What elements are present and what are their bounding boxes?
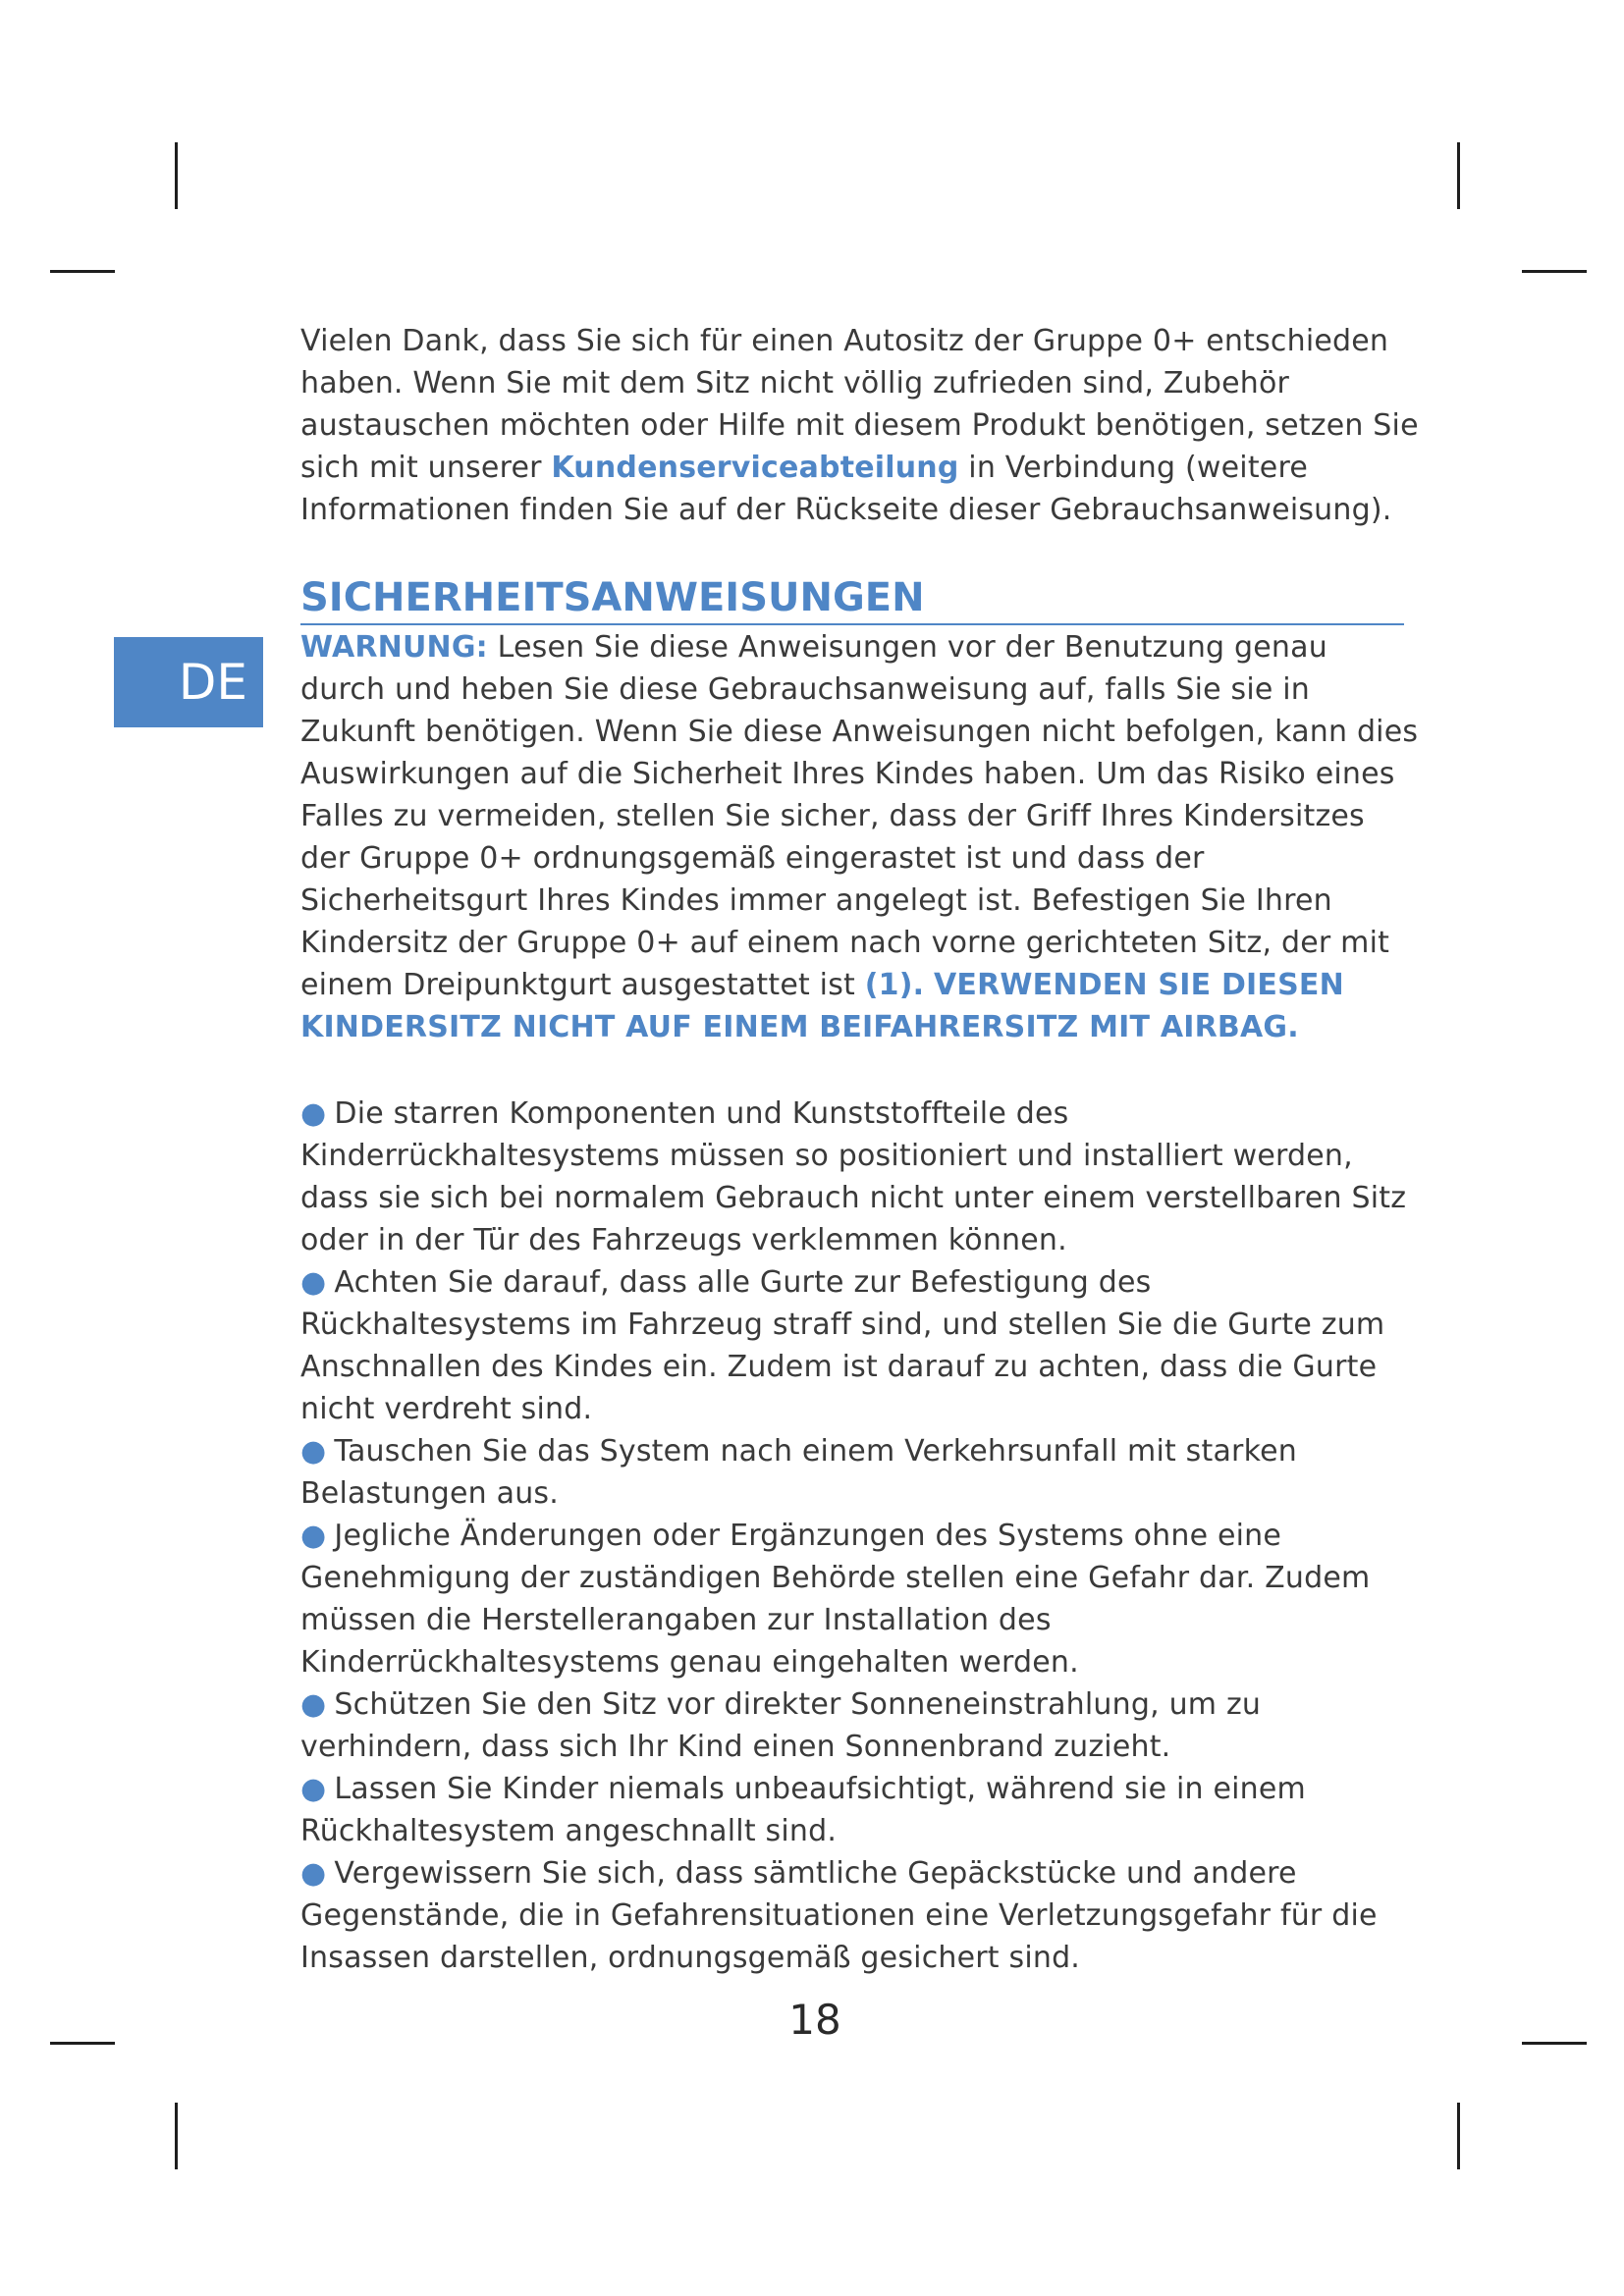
intro-text-after: in Verbindung (weitere Informationen finden Sie auf der Rückseite dieser Gebrauchsanweisung). xyxy=(300,451,1392,527)
list-item xyxy=(300,1430,1420,1515)
intro-text-before: Vielen Dank, dass Sie sich für einen Autositz der Gruppe 0+ entschieden haben. Wenn Sie mit dem Sitz nicht völlig zufrieden sind, Zubehör austauschen möchten oder Hilfe mit diesem Produkt benötigen, setzen Sie sich mit unserer xyxy=(300,324,1419,485)
crop-mark-bottom-left-horizontal xyxy=(50,2042,115,2045)
list-item xyxy=(300,1261,1420,1430)
page-number: 18 xyxy=(788,1996,841,2044)
crop-mark-bottom-left-vertical xyxy=(175,2103,178,2169)
crop-mark-bottom-right-vertical xyxy=(1457,2103,1460,2169)
bullet-dot-icon: ● xyxy=(300,1772,327,1806)
language-tab xyxy=(114,637,263,727)
list-item xyxy=(300,1683,1420,1768)
section-title: SICHERHEITSANWEISUNGEN xyxy=(300,574,1404,625)
list-item-text: Jegliche Änderungen oder Ergänzungen des Systems ohne eine Genehmigung der zuständigen Behörde stellen eine Gefahr dar. Zudem müssen die Herstellerangaben zur Installation des Kinderrückhaltesystems genau eingehalten werden. xyxy=(300,1519,1371,1680)
crop-mark-top-left-vertical xyxy=(175,142,178,209)
customer-service-link[interactable]: Kundenserviceabteilung xyxy=(551,451,959,485)
list-item-text: Achten Sie darauf, dass alle Gurte zur Befestigung des Rückhaltesystems im Fahrzeug straff sind, und stellen Sie die Gurte zum Anschnallen des Kindes ein. Zudem ist darauf zu achten, dass die Gurte nicht verdreht sind. xyxy=(300,1265,1385,1426)
safety-bullet-list xyxy=(300,1093,1420,1979)
warning-paragraph xyxy=(300,626,1420,1048)
list-item-text: Vergewissern Sie sich, dass sämtliche Gepäckstücke und andere Gegenstände, die in Gefahrensituationen eine Verletzungsgefahr für die Insassen darstellen, ordnungsgemäß gesichert sind. xyxy=(300,1856,1378,1975)
bullet-dot-icon: ● xyxy=(300,1687,327,1722)
crop-mark-top-right-horizontal xyxy=(1522,270,1587,273)
bullet-dot-icon: ● xyxy=(300,1519,327,1553)
language-tab-label: DE xyxy=(178,654,247,711)
intro-section xyxy=(300,320,1420,531)
figure-reference: (1). xyxy=(864,968,925,1002)
warning-section xyxy=(300,626,1420,1048)
list-item-text: Lassen Sie Kinder niemals unbeaufsichtigt, während sie in einem Rückhaltesystem angeschnallt sind. xyxy=(300,1772,1306,1848)
list-item xyxy=(300,1852,1420,1979)
crop-mark-top-right-vertical xyxy=(1457,142,1460,209)
list-item xyxy=(300,1093,1420,1261)
warning-label: WARNUNG: xyxy=(300,630,488,665)
list-item-text: Die starren Komponenten und Kunststoffteile des Kinderrückhaltesystems müssen so positioniert und installiert werden, dass sie sich bei normalem Gebrauch nicht unter einem verstellbaren Sitz oder in der Tür des Fahrzeugs verklemmen können. xyxy=(300,1096,1407,1257)
bullet-dot-icon: ● xyxy=(300,1096,327,1131)
crop-mark-bottom-right-horizontal xyxy=(1522,2042,1587,2045)
airbag-warning: VERWENDEN SIE DIESEN KINDERSITZ NICHT AUF EINEM BEIFAHRERSITZ MIT AIRBAG. xyxy=(300,968,1344,1044)
bullet-dot-icon: ● xyxy=(300,1265,327,1300)
list-item-text: Tauschen Sie das System nach einem Verkehrsunfall mit starken Belastungen aus. xyxy=(300,1434,1297,1511)
list-item-text: Schützen Sie den Sitz vor direkter Sonneneinstrahlung, um zu verhindern, dass sich Ihr Kind einen Sonnenbrand zuzieht. xyxy=(300,1687,1262,1764)
intro-paragraph xyxy=(300,320,1420,531)
bullet-dot-icon: ● xyxy=(300,1856,327,1891)
warning-text: Lesen Sie diese Anweisungen vor der Benutzung genau durch und heben Sie diese Gebrauchsanweisung auf, falls Sie sie in Zukunft benötigen. Wenn Sie diese Anweisungen nicht befolgen, kann dies Auswirkungen auf die Sicherheit Ihres Kindes haben. Um das Risiko eines Falles zu vermeiden, stellen Sie sicher, dass der Griff Ihres Kindersitzes der Gruppe 0+ ordnungsgemäß eingerastet ist und dass der Sicherheitsgurt Ihres Kindes immer angelegt ist. Befestigen Sie Ihren Kindersitz der Gruppe 0+ auf einem nach vorne gerichteten Sitz, der mit einem Dreipunktgurt ausgestattet ist xyxy=(300,630,1419,1002)
list-item xyxy=(300,1768,1420,1852)
crop-mark-top-left-horizontal xyxy=(50,270,115,273)
list-item xyxy=(300,1515,1420,1683)
bullet-dot-icon: ● xyxy=(300,1434,327,1468)
